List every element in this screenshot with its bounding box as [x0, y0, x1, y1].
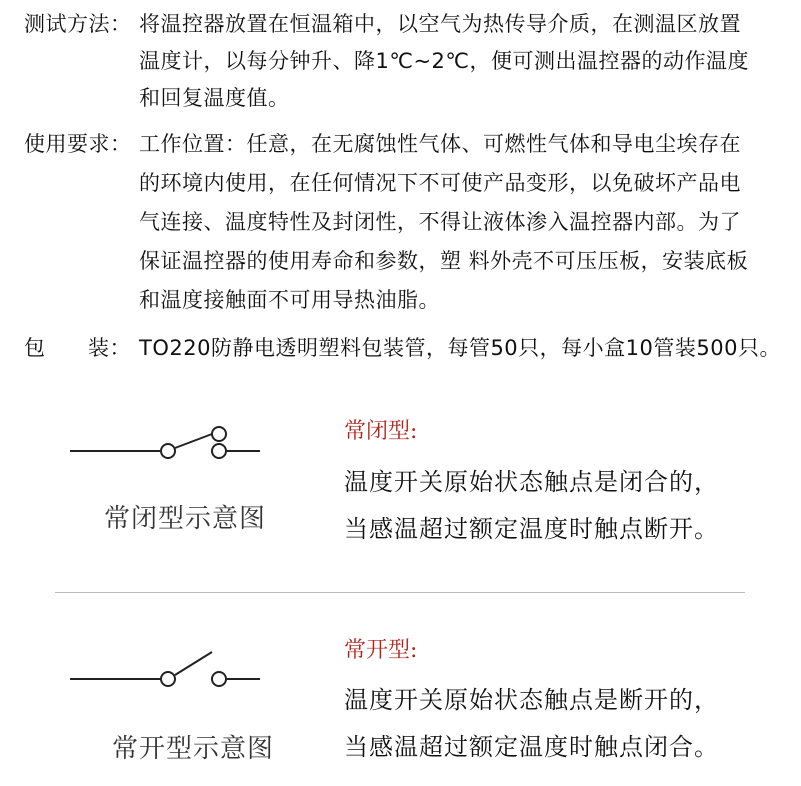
normally-open-caption: 常开型示意图	[112, 734, 275, 764]
nc-switch-arm	[175, 434, 212, 448]
nc-contact-right	[212, 444, 226, 458]
nc-contact-top	[212, 427, 226, 441]
normally-closed-title: 常闭型:	[344, 419, 418, 444]
no-contact-right	[212, 672, 226, 686]
packaging-text: TO220防静电透明塑料包装管，每管50只，每小盒10管装500只。	[139, 336, 781, 360]
usage-label: 使用要求：	[24, 132, 132, 156]
usage-line: 和温度接触面不可用导热油脂。	[139, 288, 440, 312]
test-method-line: 温度计，以每分钟升、降1℃~2℃，便可测出温控器的动作温度	[139, 49, 749, 73]
section-divider	[55, 592, 745, 593]
test-method-label: 测试方法：	[24, 12, 132, 36]
test-method-line: 和回复温度值。	[139, 86, 290, 110]
usage-line: 气连接、温度特性及封闭性，不得让液体渗入温控器内部。为了	[139, 210, 741, 234]
no-switch-arm	[175, 652, 212, 675]
normally-closed-desc-line: 温度开关原始状态触点是闭合的，	[344, 468, 719, 496]
usage-line: 工作位置：任意，在无腐蚀性气体、可燃性气体和导电尘埃存在	[139, 132, 741, 156]
packaging-label-char: 包	[24, 336, 46, 360]
test-method-line: 将温控器放置在恒温箱中，以空气为热传导介质，在测温区放置	[139, 12, 741, 36]
normally-closed-switch-diagram	[0, 410, 260, 490]
normally-open-desc-line: 温度开关原始状态触点是断开的，	[344, 686, 719, 714]
normally-closed-desc-line: 当感温超过额定温度时触点断开。	[344, 515, 719, 543]
nc-contact-left	[161, 444, 175, 458]
packaging-label-char: 装：	[88, 336, 131, 360]
usage-line: 的环境内使用，在任何情况下不可使产品变形，以免破坏产品电	[139, 171, 741, 195]
normally-open-desc-line: 当感温超过额定温度时触点闭合。	[344, 733, 719, 761]
usage-line: 保证温控器的使用寿命和参数，塑 料外壳不可压压板，安装底板	[139, 249, 749, 273]
normally-open-switch-diagram	[0, 636, 260, 716]
normally-closed-caption: 常闭型示意图	[104, 504, 267, 534]
spec-section	[24, 8, 794, 368]
no-contact-left	[161, 672, 175, 686]
normally-open-title: 常开型:	[344, 638, 418, 663]
